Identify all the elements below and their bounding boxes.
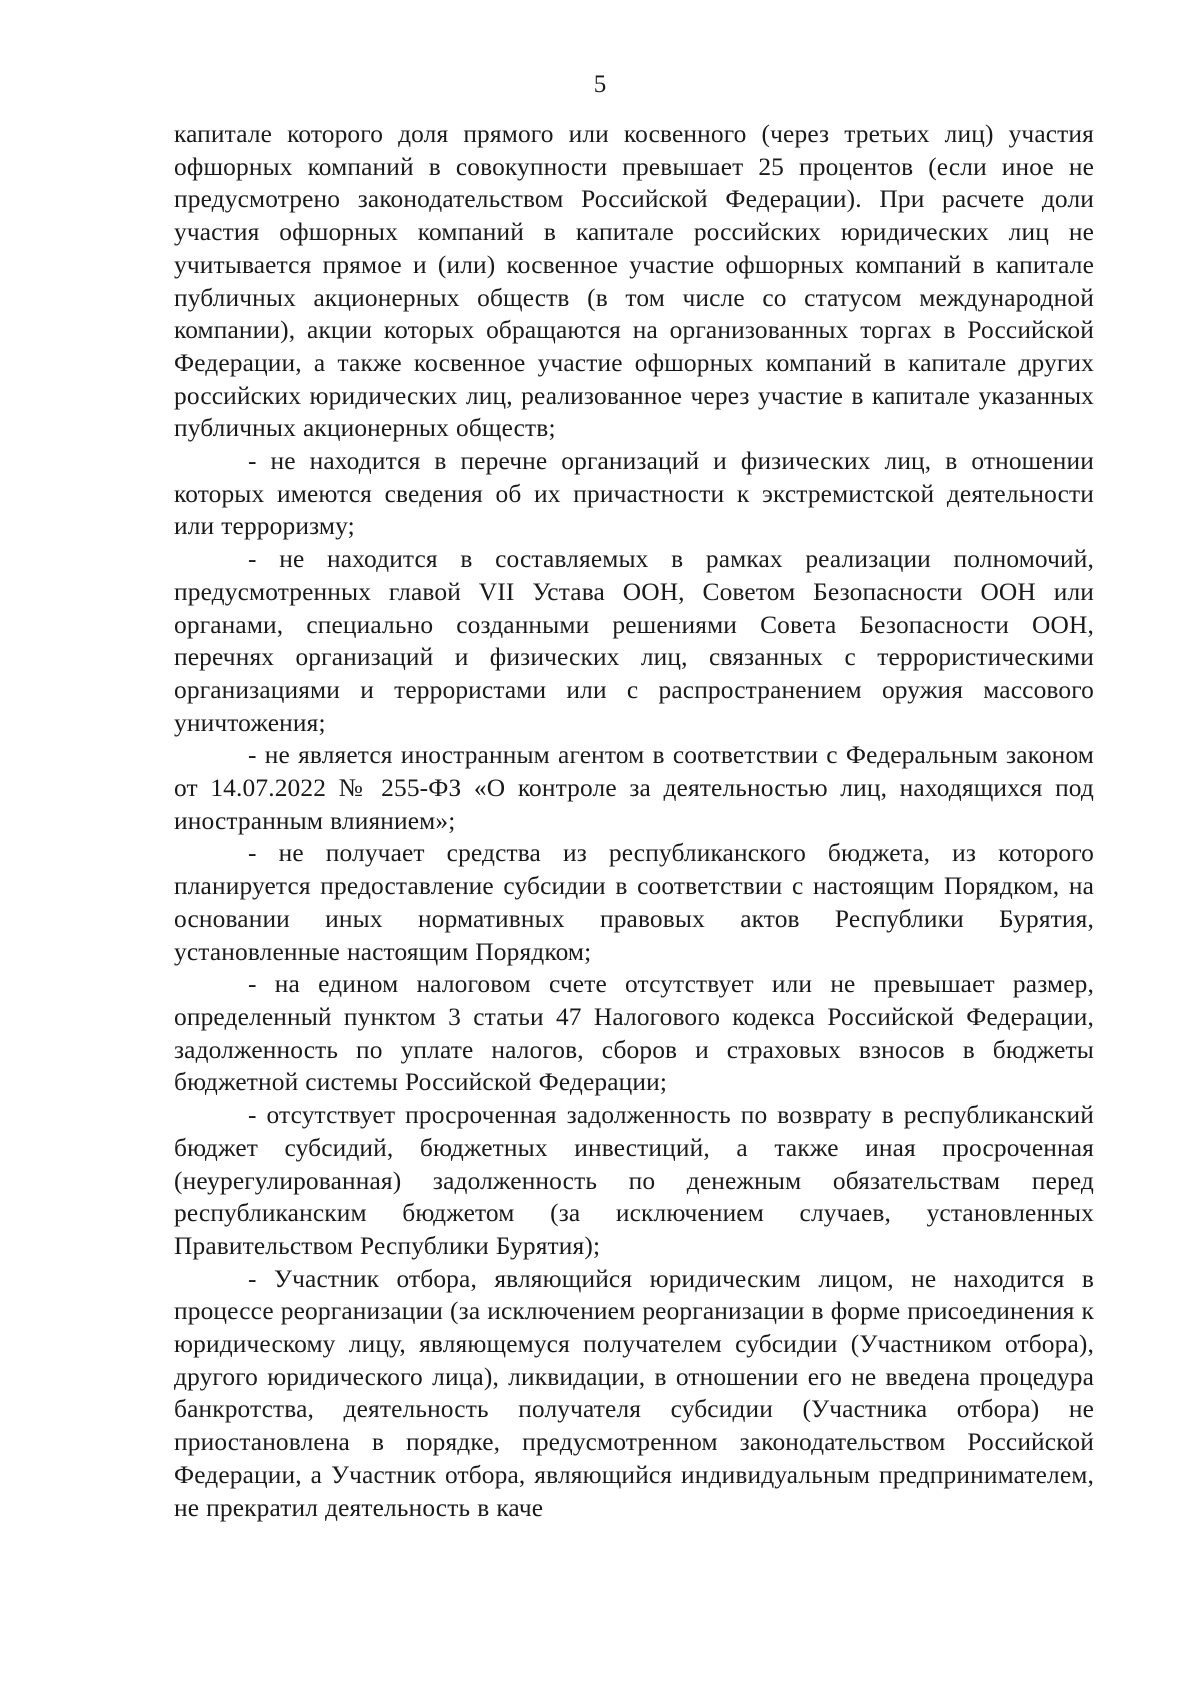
page-number: 5 xyxy=(593,71,607,98)
paragraph-list-item: - не находится в перечне организаций и физических лиц, в отношении которых имеются сведения об их причастности к экстремистской деятельности или терроризму; xyxy=(174,447,1094,541)
document-body xyxy=(174,118,1094,1524)
paragraph-list-item: - не является иностранным агентом в соответствии с Федеральным законом от 14.07.2022 № 255-ФЗ «О контроле за деятельностью лиц, находящихся под иностранным влиянием»; xyxy=(174,741,1094,835)
paragraph-list-item: - на едином налоговом счете отсутствует или не превышает размер, определенный пунктом 3 статьи 47 Налогового кодекса Российской Федерации, задолженность по уплате налогов, сборов и страховых взносов в бюджеты бюджетной системы Российской Федерации; xyxy=(174,970,1094,1097)
paragraph-list-item: - Участник отбора, являющийся юридическим лицом, не находится в процессе реорганизации (за исключением реорганизации в форме присоединения к юридическому лицу, являющемуся получателем субсидии (Участником отбора), другого юридического лица), ликвидации, в отношении его не введена процедура банкротства, деятельность получателя субсидии (Участника отбора) не приостановлена в порядке, предусмотренном законодательством Российской Федерации, а Участник отбора, являющийся индивидуальным предпринимателем, не прекратил деятельность в каче xyxy=(174,1264,1094,1522)
paragraph-list-item: - не получает средства из республиканского бюджета, из которого планируется предоставление субсидии в соответствии с настоящим Порядком, на основании иных нормативных правовых актов Республики Бурятия, установленные настоящим Порядком; xyxy=(174,839,1094,966)
paragraph-continuation: капитале которого доля прямого или косвенного (через третьих лиц) участия офшорных компаний в совокупности превышает 25 процентов (если иное не предусмотрено законодательством Российской Федерации). При расчете доли участия офшорных компаний в капитале российских юридических лиц не учитывается прямое и (или) косвенное участие офшорных компаний в капитале публичных акционерных обществ (в том числе со статусом международной компании), акции которых обращаются на организованных торгах в Российской Федерации, а также косвенное участие офшорных компаний в капитале других российских юридических лиц, реализованное через участие в капитале указанных публичных акционерных обществ; xyxy=(174,120,1094,443)
paragraph-list-item: - отсутствует просроченная задолженность по возврату в республиканский бюджет субсидий, бюджетных инвестиций, а также иная просроченная (неурегулированная) задолженность по денежным обязательствам перед республиканским бюджетом (за исключением случаев, установленных Правительством Республики Бурятия); xyxy=(174,1101,1094,1260)
paragraph-list-item: - не находится в составляемых в рамках реализации полномочий, предусмотренных главой VII Устава ООН, Советом Безопасности ООН или органами, специально созданными решениями Совета Безопасности ООН, перечнях организаций и физических лиц, связанных с террористическими организациями и террористами или с распространением оружия массового уничтожения; xyxy=(174,545,1094,737)
